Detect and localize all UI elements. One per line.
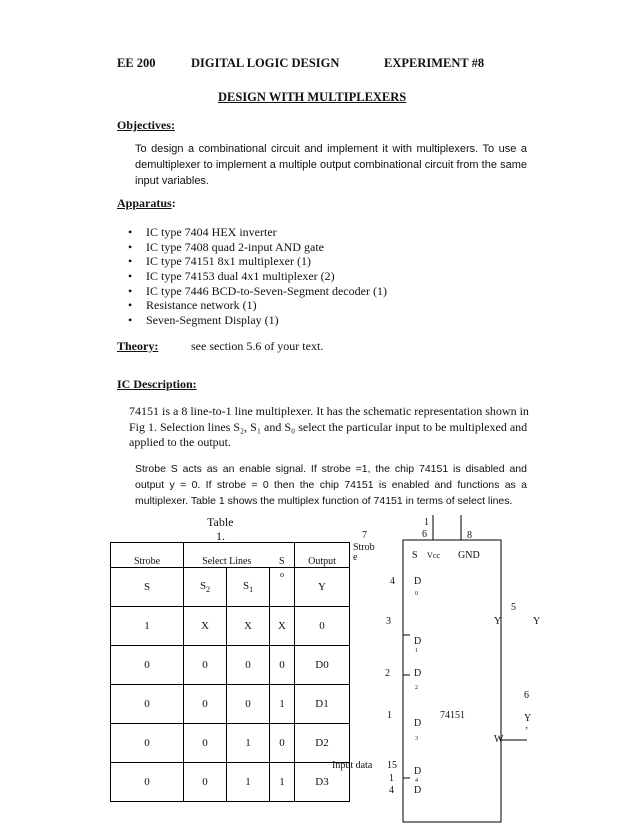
col-header-s0-sub: o — [280, 570, 284, 579]
list-item-text: Seven-Segment Display (1) — [146, 313, 279, 328]
bullet-icon: • — [128, 225, 133, 239]
table-cell: 0 — [111, 763, 184, 802]
theory-text: see section 5.6 of your text. — [191, 339, 324, 353]
table-cell: 0 — [295, 607, 350, 646]
col-header-s2-sub: 2 — [206, 585, 211, 595]
col-header-s2-text: S — [199, 579, 207, 592]
pin-7-label: 7 — [362, 530, 367, 541]
ic-description-para2: Strobe S acts as an enable signal. If strobe =1, the chip 74151 is disabled and output y = 0. If strobe = 0 then the chip 74151 is enabled and functions as a multiplexer. Table 1 shows the multiplex function of 74151 in terms of select lines. — [135, 463, 527, 507]
bullet-icon: • — [128, 254, 133, 269]
table-cell: 0 — [270, 646, 295, 685]
list-item-text: IC type 7404 HEX inverter — [146, 225, 277, 239]
table-cell: X — [270, 607, 295, 646]
table-cell: 0 — [111, 646, 184, 685]
pin-6-label: 6 — [524, 690, 529, 701]
apparatus-heading-text: Apparatus — [117, 196, 172, 210]
w-label: W — [494, 734, 504, 745]
objectives-heading: Objectives: — [117, 118, 175, 132]
pin-5-label: 5 — [511, 602, 516, 613]
d1-subscript: 1 — [415, 648, 418, 654]
pin-4-label: 4 — [390, 576, 395, 587]
header-select-text: Select Lines — [202, 556, 252, 567]
table-cell: D1 — [295, 685, 350, 724]
table-cell: D3 — [295, 763, 350, 802]
pin-8-label: 8 — [467, 530, 472, 541]
header-strobe-text: Strobe — [133, 556, 161, 567]
page-title: DESIGN WITH MULTIPLEXERS — [218, 90, 407, 104]
table-cell: 0 — [227, 685, 270, 724]
bullet-icon: • — [128, 269, 133, 284]
y-prime-label: Y — [524, 713, 532, 724]
table-cell: 1 — [111, 607, 184, 646]
d4-subscript: 4 — [415, 778, 418, 784]
list-item-text: IC type 7446 BCD-to-Seven-Segment decoder (1) — [146, 283, 387, 298]
input-data-label: Input data — [332, 760, 373, 771]
ic-description-heading: IC Description: — [117, 377, 197, 391]
table-cell: 0 — [184, 646, 227, 685]
pin-14-label-b: 4 — [389, 785, 394, 796]
bullet-icon: • — [128, 298, 133, 313]
d0-label: D — [414, 576, 422, 587]
table-cell: 0 — [270, 724, 295, 763]
bullet-icon: • — [128, 239, 133, 254]
table-cell: D2 — [295, 724, 350, 763]
table-cell: 0 — [184, 763, 227, 802]
table-cell: 1 — [270, 685, 295, 724]
objectives-text: To design a combinational circuit and implement it with multiplexers. To use a demultiplexer to implement a multiple output combinational circuit from the same input variables. — [135, 143, 527, 187]
d4-label: D — [414, 766, 422, 777]
y-prime-mark: ’ — [525, 726, 529, 737]
table-cell: 0 — [184, 685, 227, 724]
table-cell: 0 — [111, 685, 184, 724]
d2-subscript: 2 — [415, 685, 418, 691]
pin-14-label-a: 1 — [389, 773, 394, 784]
d1-label: D — [414, 636, 422, 647]
pin-15-label: 15 — [387, 760, 397, 771]
d2-label: D — [414, 668, 422, 679]
s-label: S — [412, 550, 418, 561]
course-code: EE 200 — [117, 56, 156, 70]
list-item-text: IC type 74153 dual 4x1 multiplexer (2) — [146, 269, 335, 284]
col-header-y-text: Y — [318, 581, 326, 593]
table-caption-line2: 1. — [216, 529, 225, 543]
gnd-label: GND — [458, 550, 480, 561]
pin-3-label: 3 — [386, 616, 391, 627]
pin-16-label-b: 6 — [422, 529, 427, 540]
list-item-text: IC type 74151 8x1 multiplexer (1) — [146, 254, 311, 269]
table-cell: X — [227, 607, 270, 646]
pin-1-label: 1 — [387, 710, 392, 721]
strobe-label-a: Strob — [353, 542, 375, 553]
list-item-text: Resistance network (1) — [146, 298, 257, 313]
chip-name-label: 74151 — [440, 710, 465, 721]
course-subject: DIGITAL LOGIC DESIGN — [191, 56, 340, 70]
ic-description-para1: 74151 is a 8 line-to-1 line multiplexer. It has the schematic representation shown in Fig 1. Selection lines S₂, S₁ and S₀ select the particular input to be multiplexed and applied to the output. — [129, 404, 529, 449]
header-s0-top-text: S — [278, 556, 285, 567]
col-header-s1-text: S — [242, 579, 250, 592]
vcc-label: Vcc — [427, 551, 440, 560]
table-cell: 1 — [227, 724, 270, 763]
table-cell: 1 — [270, 763, 295, 802]
y-label-2: Y — [533, 616, 541, 627]
bullet-icon: • — [128, 313, 133, 328]
header-output-text: Output — [308, 556, 336, 567]
experiment-number: EXPERIMENT #8 — [384, 56, 485, 70]
table-cell: X — [184, 607, 227, 646]
table-cell: 0 — [227, 646, 270, 685]
d3-subscript: 3 — [415, 736, 418, 742]
table-cell: 0 — [184, 724, 227, 763]
bullet-icon: • — [128, 283, 133, 298]
d3-label: D — [414, 718, 422, 729]
table-cell: D0 — [295, 646, 350, 685]
pin-2-label: 2 — [385, 668, 390, 679]
theory-heading: Theory: — [117, 339, 159, 353]
list-item-text: IC type 7408 quad 2-input AND gate — [146, 239, 324, 254]
table-cell: 0 — [111, 724, 184, 763]
col-header-s1-sub: 1 — [249, 585, 254, 595]
table-cell: 1 — [227, 763, 270, 802]
pin-16-label-a: 1 — [424, 517, 429, 528]
d-last-label: D — [414, 785, 422, 796]
col-header-s-text: S — [143, 581, 151, 593]
apparatus-heading-colon: : — [171, 196, 176, 210]
strobe-label-b: e — [353, 552, 358, 563]
y-label-1: Y — [494, 616, 502, 627]
table-caption-line1: Table — [207, 515, 234, 529]
d0-subscript: 0 — [415, 591, 418, 597]
